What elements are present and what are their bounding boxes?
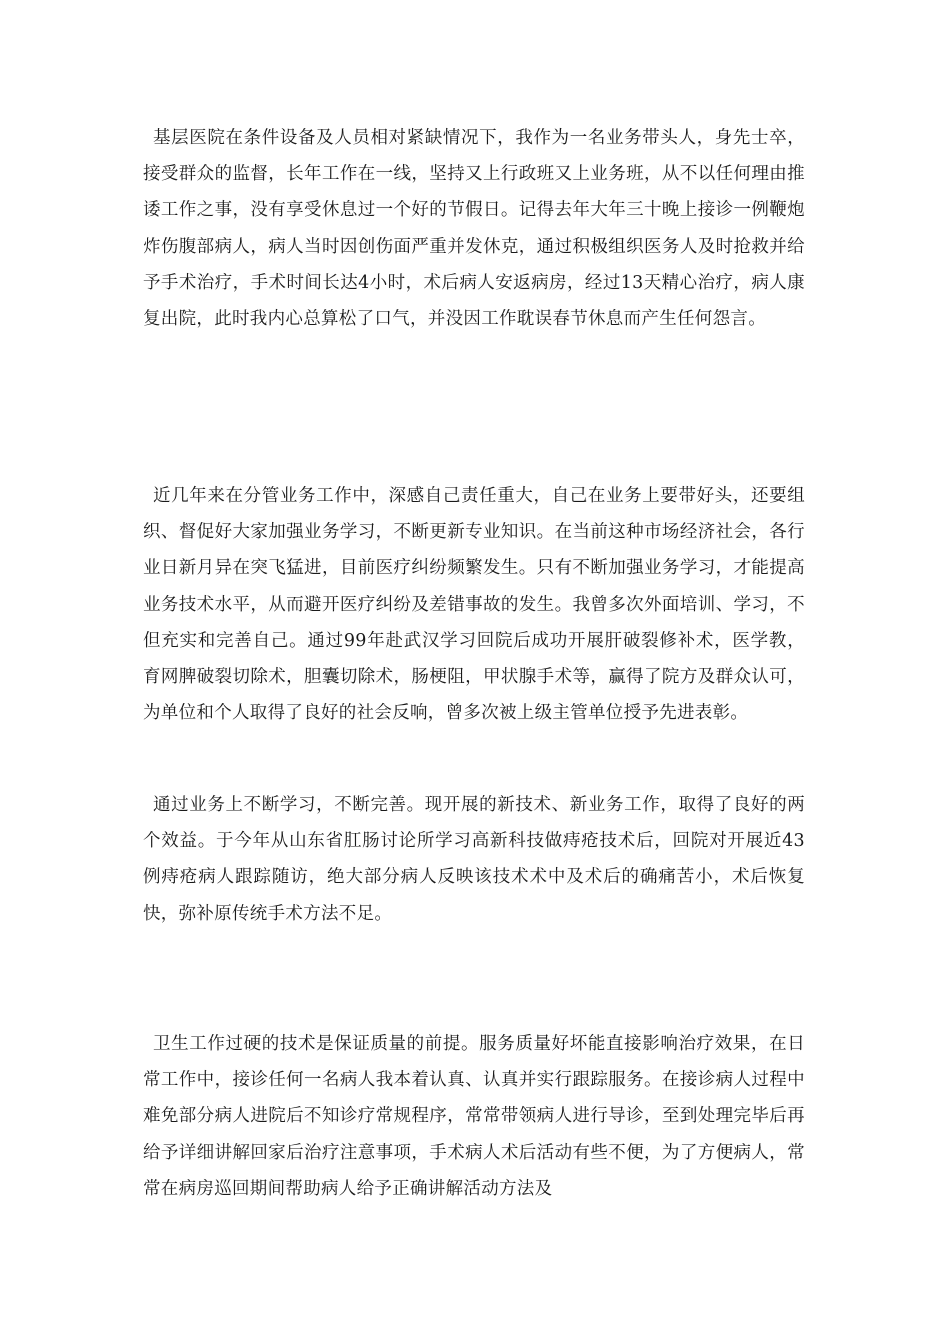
paragraph-4: 卫生工作过硬的技术是保证质量的前提。服务质量好坏能直接影响治疗效果，在日常工作中，接诊任何一名病人我本着认真、认真并实行跟踪服务。在接诊病人过程中难免部分病人进院后不知诊疗常规程序，常常带领病人进行导诊，至到处理完毕后再给予详细讲解回家后治疗注意事项，手术病人术后活动有些不便，为了方便病人，常常在病房巡回期间帮助病人给予正确讲解活动方法及 (143, 1034, 805, 1199)
paragraph-3: 通过业务上不断学习，不断完善。现开展的新技术、新业务工作，取得了良好的两个效益。于今年从山东省肛肠讨论所学习高新科技做痔疮技术后，回院对开展近43例痔疮病人跟踪随访，绝大部分病人反映该技术术中及术后的确痛苦小，术后恢复快，弥补原传统手术方法不足。 (143, 795, 805, 924)
paragraph-2: 近几年来在分管业务工作中，深感自己责任重大，自己在业务上要带好头，还要组织、督促好大家加强业务学习，不断更新专业知识。在当前这种市场经济社会，各行业日新月异在突飞猛进，目前医疗纠纷频繁发生。只有不断加强业务学习，才能提高业务技术水平，从而避开医疗纠纷及差错事故的发生。我曾多次外面培训、学习，不但充实和完善自己。通过99年赴武汉学习回院后成功开展肝破裂修补术，医学教，育网脾破裂切除术，胆囊切除术，肠梗阻，甲状腺手术等，赢得了院方及群众认可，为单位和个人取得了良好的社会反响，曾多次被上级主管单位授予先进表彰。 (143, 486, 805, 724)
paragraph-1: 基层医院在条件设备及人员相对紧缺情况下，我作为一名业务带头人，身先士卒，接受群众的监督，长年工作在一线，坚持又上行政班又上业务班，从不以任何理由推诿工作之事，没有享受休息过一个好的节假日。记得去年大年三十晚上接诊一例鞭炮炸伤腹部病人，病人当时因创伤面严重并发休克，通过积极组织医务人及时抢救并给予手术治疗，手术时间长达4小时，术后病人安返病房，经过13天精心治疗，病人康复出院，此时我内心总算松了口气，并没因工作耽误春节休息而产生任何怨言。 (143, 128, 805, 330)
